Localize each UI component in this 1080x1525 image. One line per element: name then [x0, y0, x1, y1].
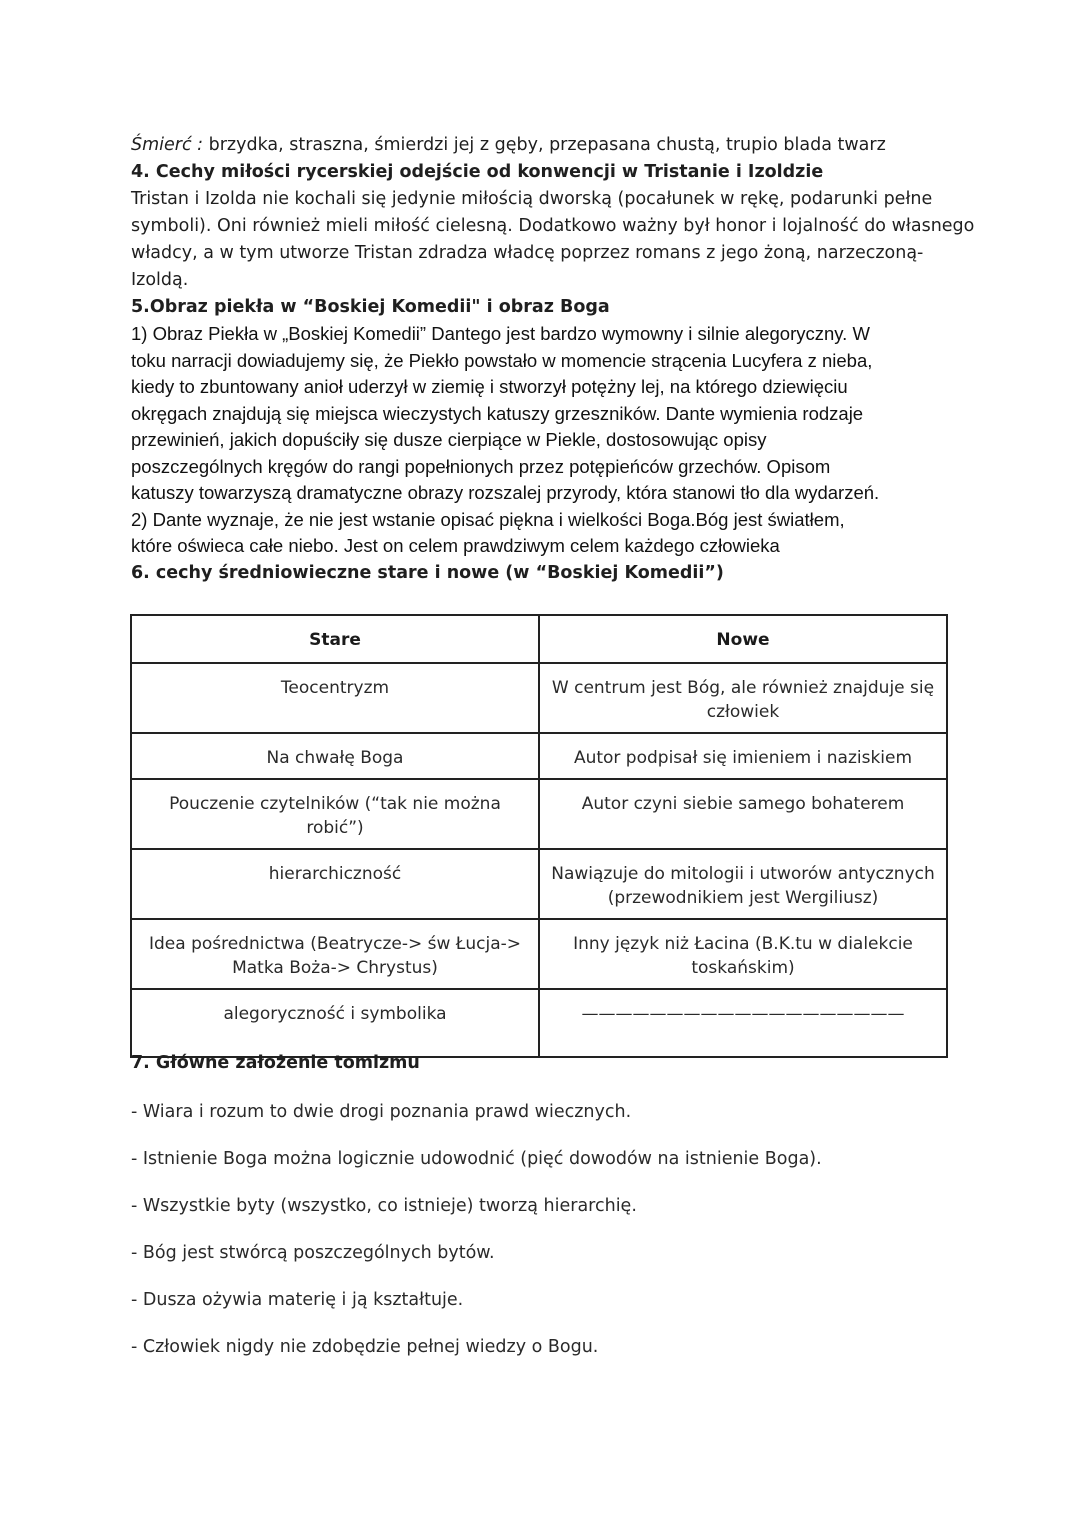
tomizm-section [131, 1050, 951, 1381]
section-5-line: okręgach znajdują się miejsca wieczystych katuszy grzeszników. Dante wymienia rodzaje [131, 402, 864, 424]
table-row [131, 663, 947, 733]
table-cell: Inny język niż Łacina (B.K.tu w dialekcie toskańskim) [539, 919, 947, 989]
table-cell: Na chwałę Boga [131, 733, 539, 779]
section-4-heading: 4. Cechy miłości rycerskiej odejście od konwencji w Tristanie i Izoldzie [131, 162, 824, 182]
section-5-line: poszczególnych kręgów do rangi popełnionych przez potępieńców grzechów. Opisom [131, 455, 831, 477]
table-cell: ——————————————————— [539, 989, 947, 1057]
table-row [131, 919, 947, 989]
column-header-nowe: Nowe [539, 615, 947, 663]
table-row [131, 849, 947, 919]
smierc-text: brzydka, straszna, śmierdzi jej z gęby, przepasana chustą, trupio blada twarz [203, 135, 886, 155]
section-5-line: toku narracji dowiadujemy się, że Piekło powstało w momencie strącenia Lucyfera z nieba, [131, 349, 873, 371]
section-6-heading: 6. cechy średniowieczne stare i nowe (w “Boskiej Komedii”) [131, 562, 724, 583]
section-4-line: symboli). Oni również mieli miłość cielesną. Dodatkowo ważny był honor i lojalność do własnego [131, 216, 975, 236]
section-5-line: 2) Dante wyznaje, że nie jest wstanie opisać piękna i wielkości Boga.Bóg jest światłem, [131, 508, 845, 530]
section-5-line: które oświeca całe niebo. Jest on celem prawdziwym celem każdego człowieka [131, 535, 780, 556]
table-cell: Teocentryzm [131, 663, 539, 733]
table-row [131, 733, 947, 779]
section-4-line: władcy, a w tym utworze Tristan zdradza władcę poprzez romans z jego żoną, narzeczoną- [131, 243, 924, 263]
list-item: - Wszystkie byty (wszystko, co istnieje) tworzą hierarchię. [131, 1196, 637, 1216]
document-body [131, 132, 975, 587]
table-cell: Nawiązuje do mitologii i utworów antycznych (przewodnikiem jest Wergiliusz) [539, 849, 947, 919]
table-cell: W centrum jest Bóg, ale również znajduje się człowiek [539, 663, 947, 733]
table-cell: Autor podpisał się imieniem i naziskiem [539, 733, 947, 779]
list-item: - Dusza ożywia materię i ją kształtuje. [131, 1290, 464, 1310]
table-cell: hierarchiczność [131, 849, 539, 919]
table-cell: alegoryczność i symbolika [131, 989, 539, 1057]
table-header-row [131, 615, 947, 663]
list-item: - Istnienie Boga można logicznie udowodnić (pięć dowodów na istnienie Boga). [131, 1149, 822, 1169]
section-4-line: Tristan i Izolda nie kochali się jedynie miłością dworską (pocałunek w rękę, podarunki pełne [131, 189, 933, 209]
section-4-line: Izoldą. [131, 270, 189, 290]
table-row [131, 779, 947, 849]
table-cell: Pouczenie czytelników (“tak nie można robić”) [131, 779, 539, 849]
table-cell: Autor czyni siebie samego bohaterem [539, 779, 947, 849]
section-5-line: przewinień, jakich dopuściły się dusze cierpiące w Piekle, dostosowując opisy [131, 429, 767, 450]
table-row [131, 989, 947, 1057]
list-item: - Bóg jest stwórcą poszczególnych bytów. [131, 1243, 495, 1263]
table-cell: Idea pośrednictwa (Beatrycze-> św Łucja-> Matka Boża-> Chrystus) [131, 919, 539, 989]
section-5-line: kiedy to zbuntowany anioł uderzył w ziemię i stworzył potężny lej, na którego dziewięciu [131, 376, 848, 397]
list-item: - Wiara i rozum to dwie drogi poznania prawd wiecznych. [131, 1102, 632, 1122]
smierc-paragraph [131, 132, 951, 159]
comparison-table [130, 614, 948, 1058]
column-header-stare: Stare [131, 615, 539, 663]
list-item: - Człowiek nigdy nie zdobędzie pełnej wiedzy o Bogu. [131, 1337, 599, 1357]
section-5-line: katuszy towarzyszą dramatyczne obrazy rozszalej przyrody, która stanowi tło dla wydarzeń. [131, 482, 880, 503]
section-7-heading: 7. Główne założenie tomizmu [131, 1053, 420, 1073]
section-5-line: 1) Obraz Piekła w „Boskiej Komedii” Dantego jest bardzo wymowny i silnie alegoryczny. W [131, 323, 870, 344]
smierc-label: Śmierć : [131, 135, 204, 155]
section-5-heading: 5.Obraz piekła w “Boskiej Komedii" i obraz Boga [131, 297, 610, 317]
